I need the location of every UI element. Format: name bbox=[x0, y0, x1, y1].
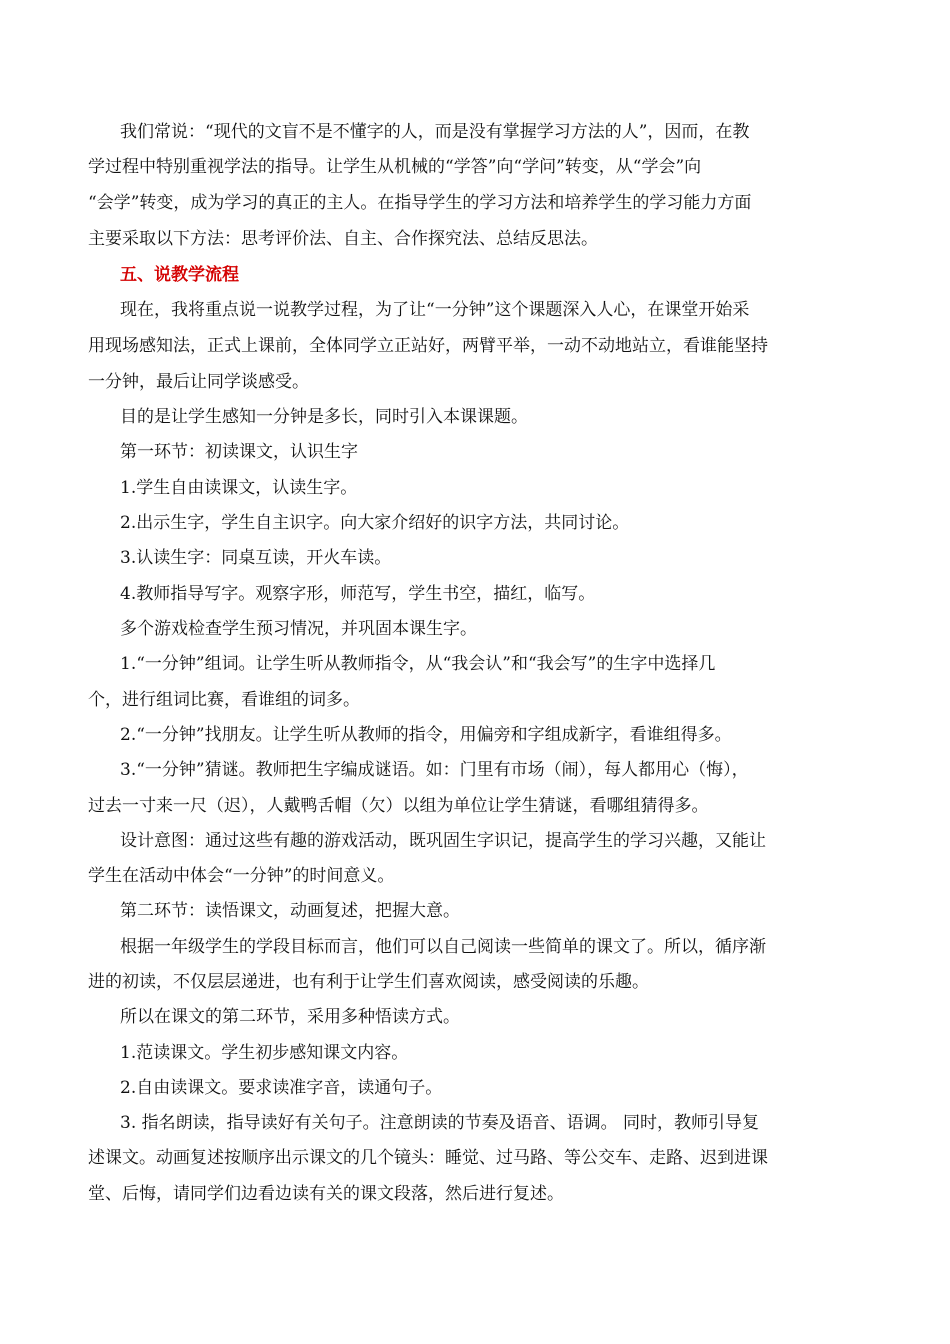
body-line: 第二环节：读悟课文，动画复述，把握大意。 bbox=[120, 901, 460, 921]
body-line: 1.“一分钟”组词。让学生听从教师指令，从“我会认”和“我会写”的生字中选择几 bbox=[120, 654, 716, 674]
body-line: 1.学生自由读课文，认读生字。 bbox=[120, 478, 358, 498]
body-line: 2.“一分钟”找朋友。让学生听从教师的指令，用偏旁和字组成新字，看谁组得多。 bbox=[120, 725, 732, 745]
intro-line-1: 我们常说：“现代的文盲不是不懂字的人，而是没有掌握学习方法的人”，因而，在教 bbox=[120, 122, 750, 142]
body-line: 4.教师指导写字。观察字形，师范写，学生书空，描红，临写。 bbox=[120, 584, 596, 604]
body-line: 用现场感知法，正式上课前，全体同学立正站好，两臂平举，一动不动地站立，看谁能坚持 bbox=[88, 336, 768, 356]
body-line: 设计意图：通过这些有趣的游戏活动，既巩固生字识记，提高学生的学习兴趣，又能让 bbox=[120, 831, 766, 851]
body-line: 2.出示生字，学生自主识字。向大家介绍好的识字方法，共同讨论。 bbox=[120, 513, 630, 533]
body-line: 个，进行组词比赛，看谁组的词多。 bbox=[88, 690, 360, 710]
body-line: 所以在课文的第二环节，采用多种悟读方式。 bbox=[120, 1007, 460, 1027]
body-line: 述课文。动画复述按顺序出示课文的几个镜头：睡觉、过马路、等公交车、走路、迟到进课 bbox=[88, 1148, 768, 1168]
body-line: 学生在活动中体会“一分钟”的时间意义。 bbox=[88, 866, 395, 886]
intro-line-3: “会学”转变，成为学习的真正的主人。在指导学生的学习方法和培养学生的学习能力方面 bbox=[88, 193, 752, 213]
body-line: 3.“一分钟”猜谜。教师把生字编成谜语。如：门里有市场（闹），每人都用心（悔）， bbox=[120, 760, 749, 780]
body-line: 1.范读课文。学生初步感知课文内容。 bbox=[120, 1043, 409, 1063]
body-line: 第一环节：初读课文，认识生字 bbox=[120, 442, 358, 462]
body-line: 进的初读，不仅层层递进，也有利于让学生们喜欢阅读，感受阅读的乐趣。 bbox=[88, 972, 649, 992]
intro-line-4: 主要采取以下方法：思考评价法、自主、合作探究法、总结反思法。 bbox=[88, 229, 598, 249]
body-line: 2.自由读课文。要求读准字音，读通句子。 bbox=[120, 1078, 443, 1098]
body-line: 堂、后悔，请同学们边看边读有关的课文段落，然后进行复述。 bbox=[88, 1184, 564, 1204]
body-line: 多个游戏检查学生预习情况，并巩固本课生字。 bbox=[120, 619, 477, 639]
section-heading: 五、说教学流程 bbox=[120, 265, 239, 285]
intro-line-2: 学过程中特别重视学法的指导。让学生从机械的“学答”向“学问”转变，从“学会”向 bbox=[88, 157, 702, 177]
body-line: 根据一年级学生的学段目标而言，他们可以自己阅读一些简单的课文了。所以，循序渐 bbox=[120, 937, 766, 957]
body-line: 过去一寸来一尺（迟），人戴鸭舌帽（欠）以组为单位让学生猜谜，看哪组猜得多。 bbox=[88, 796, 709, 816]
body-line: 3.认读生字：同桌互读，开火车读。 bbox=[120, 548, 392, 568]
body-line: 3. 指名朗读，指导读好有关句子。注意朗读的节奏及语音、语调。 同时，教师引导复 bbox=[120, 1113, 760, 1133]
body-line: 一分钟，最后让同学谈感受。 bbox=[88, 372, 309, 392]
body-line: 目的是让学生感知一分钟是多长，同时引入本课课题。 bbox=[120, 407, 528, 427]
body-line: 现在，我将重点说一说教学过程，为了让“一分钟”这个课题深入人心，在课堂开始采 bbox=[120, 300, 750, 320]
